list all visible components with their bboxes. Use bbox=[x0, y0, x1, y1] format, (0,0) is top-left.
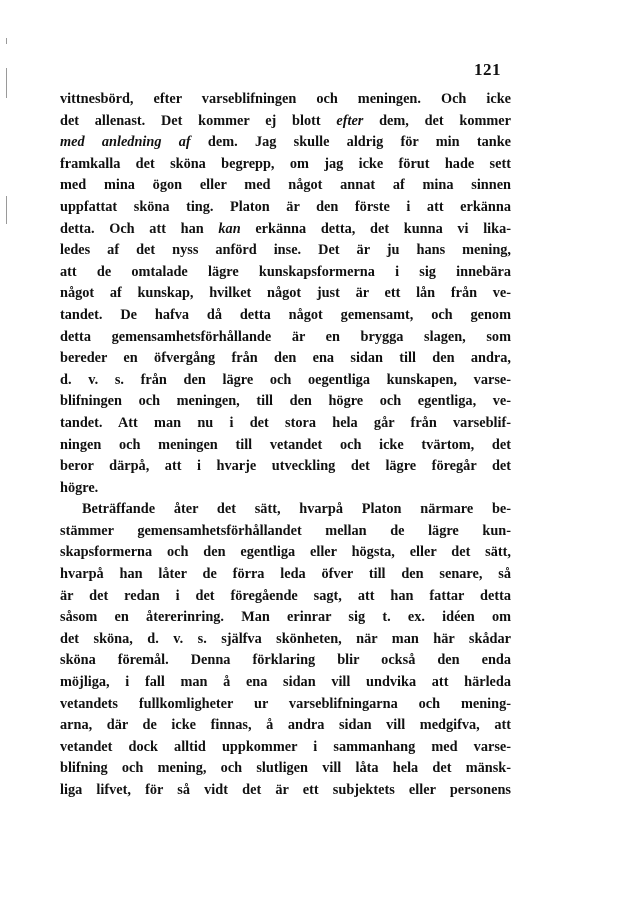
text-line: framkalla det sköna begrepp, om jag icke förut hade sett bbox=[60, 155, 511, 172]
text-line: högre. bbox=[60, 479, 99, 496]
text-line: ningen och meningen till vetandet och icke tvärtom, det bbox=[60, 436, 511, 453]
text-line: d. v. s. från den lägre och oegentliga kunskapen, varse- bbox=[60, 371, 511, 388]
text-line: detta. Och att han kan erkänna detta, det kunna vi lika- bbox=[60, 220, 511, 237]
text-line: är det redan i det föregående sagt, att han fattar detta bbox=[60, 587, 511, 604]
text-line: att de omtalade lägre kunskapsformerna i sig innebära bbox=[60, 263, 511, 280]
text-line: hvarpå han låter de förra leda öfver till den senare, så bbox=[60, 566, 511, 583]
text-line: skapsformerna och den egentliga eller högsta, eller det sätt, bbox=[60, 544, 511, 561]
text-line: vetandet dock alltid uppkommer i sammanhang med varse- bbox=[60, 738, 511, 755]
text-line: ledes af det nyss anförd inse. Det är ju hans mening, bbox=[60, 242, 511, 259]
text-line: med anledning af dem. Jag skulle aldrig för min tanke bbox=[60, 134, 511, 151]
text-line: möjliga, i fall man å ena sidan vill undvika att härleda bbox=[60, 674, 511, 691]
text-line: det allenast. Det kommer ej blott efter dem, det kommer bbox=[60, 112, 511, 129]
text-line: beror därpå, att i hvarje utveckling det lägre föregår det bbox=[60, 458, 511, 475]
text-line: blifning och mening, och slutligen vill låta hela det mänsk- bbox=[60, 760, 511, 777]
text-line: såsom en återerinring. Man erinrar sig t. ex. idéen om bbox=[60, 609, 511, 626]
page-number: 121 bbox=[474, 60, 501, 79]
text-line: blifningen och meningen, till den högre och egentliga, ve- bbox=[60, 393, 511, 410]
page-body-text bbox=[60, 89, 511, 802]
text-line: det sköna, d. v. s. själfva skönheten, när man här skådar bbox=[60, 630, 511, 647]
left-margin-mark-middle bbox=[6, 196, 7, 224]
text-line: arna, där de icke finnas, å andra sidan vill medgifva, att bbox=[60, 717, 511, 734]
text-line: tandet. De hafva då detta något gemensamt, och genom bbox=[60, 306, 511, 323]
text-line: liga lifvet, för så vidt det är ett subjektets eller personens bbox=[60, 782, 511, 798]
text-line: stämmer gemensamhetsförhållandet mellan de lägre kun- bbox=[60, 522, 511, 539]
text-line: något af kunskap, hvilket något just är ett lån från ve- bbox=[60, 285, 511, 302]
text-line: vittnesbörd, efter varseblifningen och meningen. Och icke bbox=[60, 91, 511, 107]
text-line: sköna föremål. Denna förklaring blir också den enda bbox=[60, 652, 511, 669]
text-line: bereder en öfvergång från den ena sidan till den andra, bbox=[60, 350, 511, 367]
left-margin-mark-top bbox=[6, 38, 7, 44]
text-line: vetandets fullkomligheter ur varseblifningarna och mening- bbox=[60, 695, 511, 712]
text-line: uppfattat sköna ting. Platon är den förste i att erkänna bbox=[60, 198, 511, 215]
text-line: detta gemensamhetsförhållande är en brygga slagen, som bbox=[60, 328, 511, 345]
text-line: tandet. Att man nu i det stora hela går från varseblif- bbox=[60, 414, 511, 431]
text-line: Beträffande åter det sätt, hvarpå Platon närmare be- bbox=[82, 501, 511, 518]
text-line: med mina ögon eller med något annat af mina sinnen bbox=[60, 177, 511, 194]
left-margin-mark-upper bbox=[6, 68, 7, 98]
